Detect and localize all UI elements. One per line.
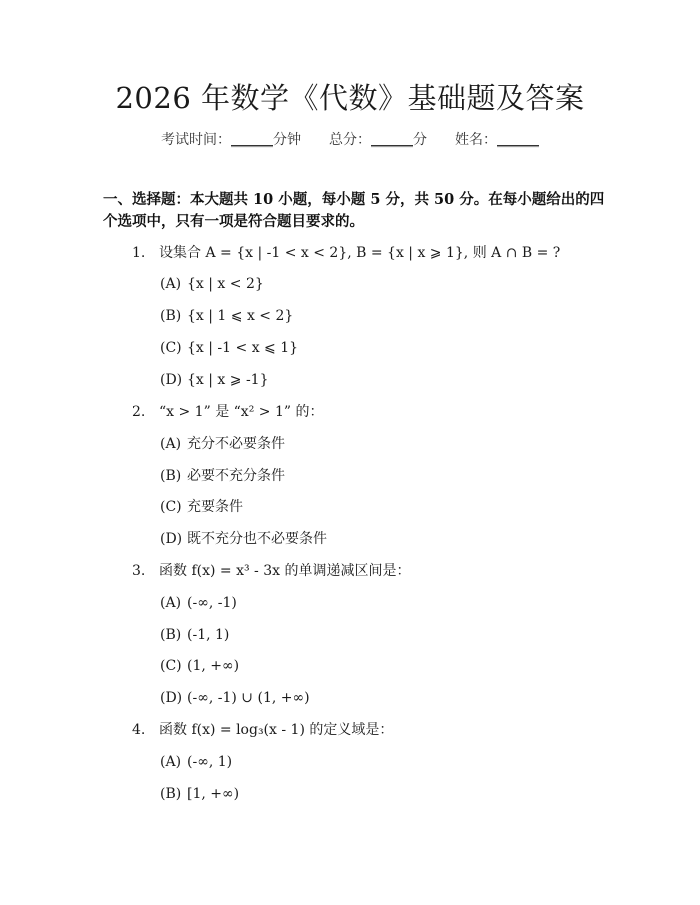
option-text: (-∞, -1) ∪ (1, +∞): [187, 690, 310, 706]
page-title: 2026 年数学《代数》基础题及答案: [115, 81, 585, 115]
question-4-option-b[interactable]: [160, 784, 239, 804]
question-3-option-d[interactable]: [160, 688, 310, 708]
question-2: [132, 402, 323, 422]
student-name-blank[interactable]: ______: [497, 132, 539, 148]
question-1-option-a[interactable]: [160, 274, 264, 294]
option-label: (A): [160, 436, 182, 452]
option-text: [1, +∞): [187, 786, 240, 802]
exam-time-blank[interactable]: ______: [231, 132, 273, 148]
question-2-option-d[interactable]: [160, 529, 327, 549]
exam-info-line: [0, 129, 700, 151]
question-1-option-c[interactable]: [160, 338, 298, 358]
option-text: (-1, 1): [187, 627, 230, 643]
option-label: (B): [160, 786, 182, 802]
question-number: 3.: [132, 563, 146, 579]
question-number: 1.: [132, 245, 146, 261]
option-label: (D): [160, 690, 183, 706]
option-text: (-∞, -1): [187, 595, 237, 611]
question-text: 设集合 A = {x | -1 < x < 2}, B = {x | x ⩾ 1}, 则 A ∩ B = ?: [159, 245, 561, 261]
option-text: {x | 1 ⩽ x < 2}: [187, 308, 294, 324]
total-score-label: 总分：: [329, 132, 371, 148]
option-text: 充要条件: [187, 499, 243, 515]
student-name-label: 姓名：: [455, 132, 497, 148]
option-label: (C): [160, 499, 182, 515]
question-2-option-a[interactable]: [160, 434, 285, 454]
option-label: (B): [160, 468, 182, 484]
option-text: {x | x ⩾ -1}: [187, 372, 269, 388]
option-label: (A): [160, 595, 182, 611]
option-label: (B): [160, 308, 182, 324]
question-4-option-a[interactable]: [160, 752, 232, 772]
option-label: (D): [160, 531, 183, 547]
option-label: (D): [160, 372, 183, 388]
question-2-option-b[interactable]: [160, 466, 285, 486]
question-3: [132, 561, 410, 581]
question-4: [132, 720, 393, 740]
option-text: (1, +∞): [187, 658, 240, 674]
question-text: 函数 f(x) = x³ - 3x 的单调递减区间是：: [159, 563, 411, 579]
question-1-option-d[interactable]: [160, 370, 269, 390]
question-number: 2.: [132, 404, 146, 420]
option-label: (C): [160, 658, 182, 674]
question-text: 函数 f(x) = log₃(x - 1) 的定义域是：: [159, 722, 394, 738]
exam-time-unit: 分钟: [273, 132, 301, 148]
question-2-option-c[interactable]: [160, 497, 243, 517]
question-1-option-b[interactable]: [160, 306, 293, 326]
exam-time-label: 考试时间：: [161, 132, 231, 148]
question-3-option-c[interactable]: [160, 656, 239, 676]
option-label: (C): [160, 340, 182, 356]
question-number: 4.: [132, 722, 146, 738]
option-label: (A): [160, 276, 182, 292]
question-text: “x > 1” 是 “x² > 1” 的：: [159, 404, 324, 420]
total-score-blank[interactable]: ______: [371, 132, 413, 148]
option-text: 必要不充分条件: [187, 468, 285, 484]
option-text: {x | x < 2}: [187, 276, 264, 292]
option-label: (A): [160, 754, 182, 770]
option-text: 充分不必要条件: [187, 436, 285, 452]
option-text: (-∞, 1): [187, 754, 233, 770]
question-3-option-a[interactable]: [160, 593, 237, 613]
option-text: 既不充分也不必要条件: [187, 531, 327, 547]
section-heading: 一、选择题：本大题共 10 小题，每小题 5 分，共 50 分。在每小题给出的四个选项中，只有一项是符合题目要求的。: [103, 191, 605, 230]
option-text: {x | -1 < x ⩽ 1}: [187, 340, 299, 356]
total-score-unit: 分: [413, 132, 427, 148]
question-1: [132, 243, 560, 263]
option-label: (B): [160, 627, 182, 643]
question-3-option-b[interactable]: [160, 625, 229, 645]
